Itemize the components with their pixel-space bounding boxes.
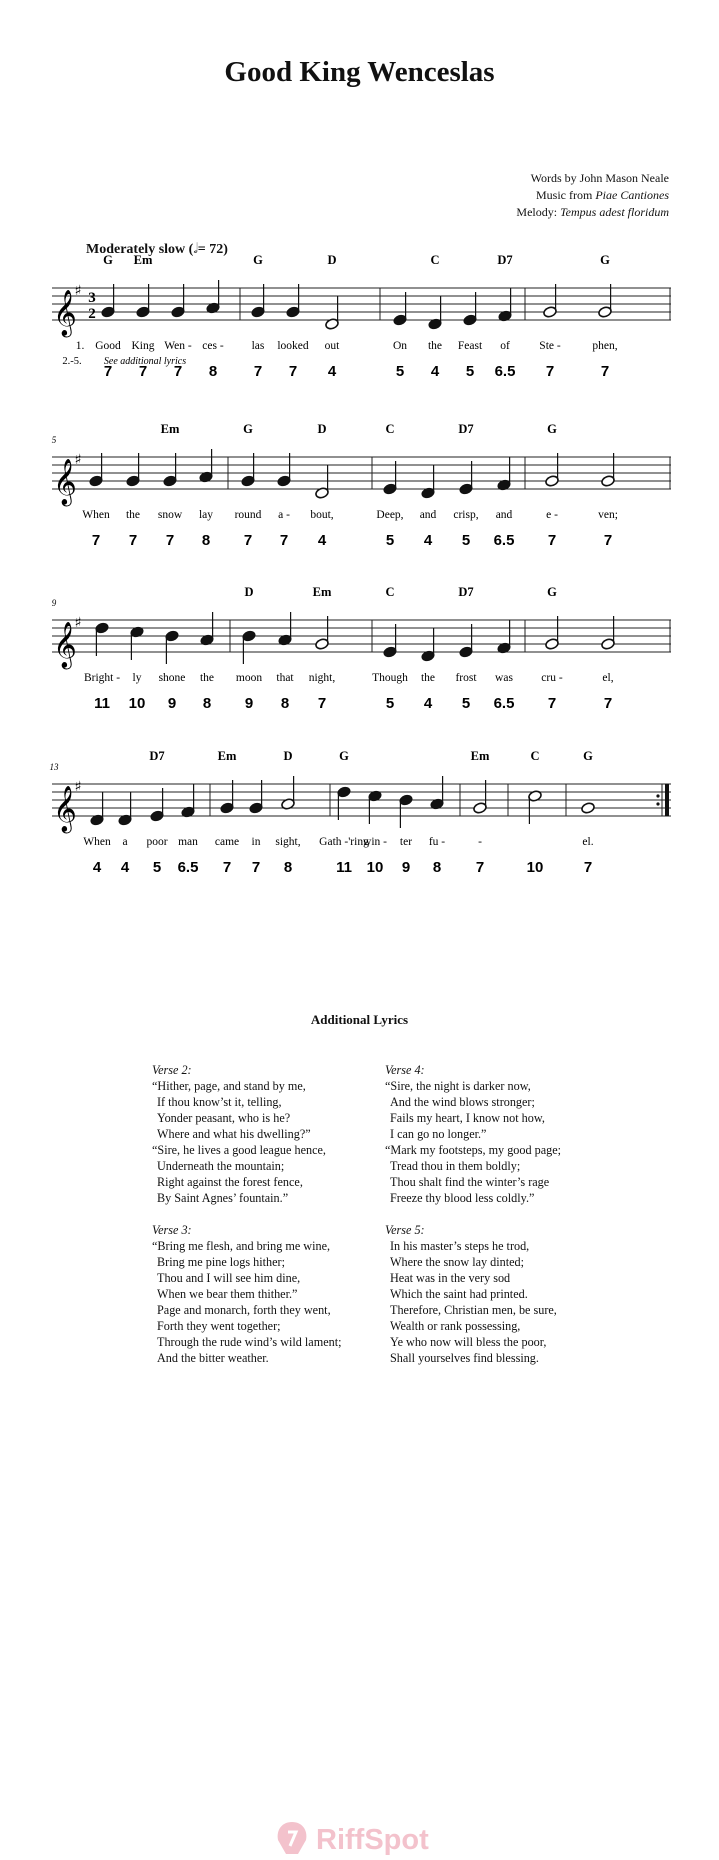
lyric-syllable: Good (95, 340, 121, 352)
tab-number: 6.5 (493, 695, 515, 712)
lyric-syllable: the (420, 672, 436, 684)
lyric-syllable: fu - (428, 836, 446, 848)
tab-number: 9 (167, 695, 177, 712)
lyric-syllable: lay (198, 509, 214, 521)
verse-line: “Mark my footsteps, my good page; (385, 1143, 562, 1157)
measure-number: 13 (49, 762, 59, 772)
verse-label-1: 1. (75, 340, 85, 352)
tab-number: 4 (430, 363, 440, 380)
lyric-syllable: night, (308, 672, 336, 684)
verse-line: And the wind blows stronger; (390, 1095, 535, 1109)
key-signature-sharp: ♯ (74, 615, 82, 631)
tab-number: 8 (432, 859, 442, 876)
chord-symbol: D (327, 253, 337, 267)
treble-clef-icon: 𝄞 (53, 622, 77, 668)
lyric-syllable: Deep, (376, 509, 404, 521)
tab-number: 7 (600, 363, 610, 380)
tab-number: 7 (173, 363, 183, 380)
verse-3 (152, 1222, 341, 1366)
chord-symbol: C (530, 749, 540, 763)
tab-number: 4 (423, 695, 433, 712)
verse-line: Thou and I will see him dine, (157, 1271, 301, 1285)
verse-line: “Hither, page, and stand by me, (152, 1079, 306, 1093)
tab-number: 7 (91, 532, 101, 549)
tab-number: 7 (317, 695, 327, 712)
sheet-music (0, 0, 719, 900)
tab-number: 7 (279, 532, 289, 549)
lyric-syllable: and (495, 509, 513, 521)
verse-heading: Verse 4: (385, 1063, 425, 1077)
tab-number: 11 (336, 859, 352, 876)
verse-line: Freeze thy blood less coldly.” (390, 1191, 535, 1205)
lyric-syllable: the (125, 509, 141, 521)
lyric-syllable: was (495, 672, 513, 684)
riffspot-logo: RiffSpot (316, 1824, 429, 1856)
lyric-syllable: e - (546, 509, 558, 521)
chord-symbol: Em (160, 422, 180, 436)
verse-line: I can go no longer.” (390, 1127, 487, 1141)
lyric-syllable: bout, (310, 509, 334, 521)
chord-symbol: Em (133, 253, 153, 267)
chord-symbol: C (385, 585, 395, 599)
words-credit: Words by John Mason Neale (530, 171, 669, 185)
lyric-syllable: Feast (457, 340, 483, 352)
measure-number: 9 (51, 598, 57, 608)
lyric-syllable: looked (277, 340, 309, 352)
tab-number: 7 (222, 859, 232, 876)
lyric-syllable: ven; (598, 509, 618, 521)
tab-number: 6.5 (493, 532, 515, 549)
tab-number: 7 (288, 363, 298, 380)
lyric-syllable: When (83, 836, 111, 848)
measure-number: 5 (51, 435, 57, 445)
final-barline-thick (665, 784, 669, 816)
tab-number: 7 (545, 363, 555, 380)
tab-number: 5 (152, 859, 162, 876)
tab-number: 5 (395, 363, 405, 380)
lyric-syllable: ter (399, 836, 413, 848)
verse-line: Right against the forest fence, (157, 1175, 303, 1189)
lyric-syllable: cru - (541, 672, 563, 684)
verse-line: And the bitter weather. (157, 1351, 269, 1365)
tab-number: 7 (583, 859, 593, 876)
chord-symbol: G (339, 749, 349, 763)
lyric-syllable: in (251, 836, 261, 848)
chord-symbol: G (103, 253, 113, 267)
chord-symbol: D7 (497, 253, 513, 267)
chord-symbol: D (244, 585, 254, 599)
verse-line: “Sire, the night is darker now, (385, 1079, 531, 1093)
lyric-syllable: out (324, 340, 340, 352)
verse-line: Shall yourselves find blessing. (390, 1351, 539, 1365)
lyric-syllable: frost (455, 672, 477, 684)
verse-line: Thou shalt find the winter’s rage (390, 1175, 550, 1189)
key-signature-sharp: ♯ (74, 779, 82, 795)
verse-line: Where the snow lay dinted; (390, 1255, 525, 1269)
repeat-dot (656, 794, 659, 797)
chord-symbol: D7 (149, 749, 165, 763)
tab-number: 5 (385, 532, 395, 549)
lyric-syllable: el, (602, 672, 614, 684)
chord-symbol: G (243, 422, 253, 436)
tab-number: 7 (475, 859, 485, 876)
lyric-syllable: - (478, 836, 482, 848)
time-signature-bottom: 2 (88, 306, 96, 322)
tab-number: 10 (366, 859, 384, 876)
tab-number: 7 (253, 363, 263, 380)
lyric-syllable: King (131, 340, 155, 352)
tab-number: 9 (401, 859, 411, 876)
verse-line: Where and what his dwelling?” (157, 1127, 311, 1141)
verse-line: Underneath the mountain; (157, 1159, 285, 1173)
chord-symbol: C (385, 422, 395, 436)
lyric-syllable: round (234, 509, 262, 521)
lyric-syllable: win - (363, 836, 387, 848)
verse-line: When we bear them thither.” (157, 1287, 298, 1301)
time-signature-top: 3 (88, 290, 96, 306)
tab-number: 4 (423, 532, 433, 549)
chord-symbol: G (583, 749, 593, 763)
lyric-syllable: las (251, 340, 265, 352)
tab-number: 11 (94, 695, 110, 712)
tab-number: 7 (103, 363, 113, 380)
verse-line: If thou know’st it, telling, (157, 1095, 282, 1109)
verse-line: Wealth or rank possessing, (390, 1319, 521, 1333)
lyric-syllable: moon (235, 672, 263, 684)
lyric-syllable: man (178, 836, 198, 848)
verse-line: In his master’s steps he trod, (390, 1239, 530, 1253)
tab-number: 8 (280, 695, 290, 712)
music-credit: Music from Piae Cantiones (536, 188, 669, 202)
treble-clef-icon: 𝄞 (53, 786, 77, 832)
verse-line: Forth they went together; (157, 1319, 281, 1333)
lyric-syllable: Bright - (83, 672, 121, 684)
verse-5 (385, 1222, 557, 1366)
verse-line: Tread thou in them boldly; (390, 1159, 521, 1173)
tab-number: 5 (461, 532, 471, 549)
chord-symbol: Em (217, 749, 237, 763)
verse-line: Bring me pine logs hither; (157, 1255, 285, 1269)
melody-credit: Melody: Tempus adest floridum (516, 205, 669, 219)
tab-number: 4 (317, 532, 327, 549)
verse-line: Which the saint had printed. (390, 1287, 528, 1301)
verse-heading: Verse 5: (385, 1223, 425, 1237)
tab-number: 7 (251, 859, 261, 876)
verse-heading: Verse 3: (152, 1223, 192, 1237)
verse-heading: Verse 2: (152, 1063, 192, 1077)
key-signature-sharp: ♯ (74, 283, 82, 299)
tab-number: 7 (138, 363, 148, 380)
chord-symbol: C (430, 253, 440, 267)
chord-symbol: D7 (458, 422, 474, 436)
tab-number: 8 (283, 859, 293, 876)
chord-symbol: G (600, 253, 610, 267)
verse-line: Yonder peasant, who is he? (157, 1111, 291, 1125)
tab-number: 4 (92, 859, 102, 876)
lyric-syllable: el. (582, 836, 594, 848)
lyric-syllable: Gath -'ring (319, 836, 369, 848)
tab-number: 7 (547, 532, 557, 549)
lyric-syllable: the (427, 340, 443, 352)
treble-clef-icon: 𝄞 (53, 459, 77, 505)
tab-number: 9 (244, 695, 254, 712)
verse-line: Through the rude wind’s wild lament; (157, 1335, 342, 1349)
tab-number: 5 (465, 363, 475, 380)
chord-symbol: G (547, 585, 557, 599)
lyric-syllable: phen, (592, 340, 618, 352)
tab-number: 7 (547, 695, 557, 712)
verse-label-note: See additional lyrics (103, 356, 187, 367)
verse-line: Page and monarch, forth they went, (157, 1303, 331, 1317)
riffspot-logo-icon (272, 1818, 312, 1858)
lyric-syllable: came (214, 836, 240, 848)
lyric-syllable: On (392, 340, 408, 352)
chord-symbol: D (283, 749, 293, 763)
lyric-syllable: snow (157, 509, 183, 521)
tab-number: 4 (120, 859, 130, 876)
tab-number: 4 (327, 363, 337, 380)
tab-number: 8 (208, 363, 218, 380)
tab-number: 7 (128, 532, 138, 549)
tab-number: 10 (128, 695, 146, 712)
tab-number: 7 (603, 695, 613, 712)
tab-number: 8 (201, 532, 211, 549)
lyric-syllable: When (82, 509, 110, 521)
lyric-syllable: and (419, 509, 437, 521)
lyric-syllable: shone (158, 672, 186, 684)
chord-symbol: D7 (458, 585, 474, 599)
tab-number: 6.5 (494, 363, 516, 380)
lyric-syllable: ly (132, 672, 142, 684)
lyric-syllable: Ste - (539, 340, 561, 352)
tab-number: 10 (526, 859, 544, 876)
additional-lyrics-title: Additional Lyrics (310, 1012, 409, 1027)
verse-line: Fails my heart, I know not how, (390, 1111, 545, 1125)
verse-line: “Sire, he lives a good league hence, (152, 1143, 326, 1157)
tab-number: 5 (461, 695, 471, 712)
verse-label-rest: 2.-5. (62, 356, 82, 367)
treble-clef-icon: 𝄞 (53, 290, 77, 336)
tab-number: 6.5 (177, 859, 199, 876)
lyric-syllable: that (276, 672, 294, 684)
tab-number: 8 (202, 695, 212, 712)
lyric-syllable: a (122, 836, 128, 848)
tab-number: 7 (243, 532, 253, 549)
lyric-syllable: Though (372, 672, 408, 684)
verse-line: Heat was in the very sod (390, 1271, 511, 1285)
verse-line: By Saint Agnes’ fountain.” (157, 1191, 289, 1205)
lyric-syllable: sight, (275, 836, 301, 848)
key-signature-sharp: ♯ (74, 452, 82, 468)
verse-line: Ye who now will bless the poor, (390, 1335, 547, 1349)
chord-symbol: D (317, 422, 327, 436)
verse-2 (152, 1062, 326, 1206)
tab-number: 7 (165, 532, 175, 549)
chord-symbol: Em (470, 749, 490, 763)
note-head (581, 802, 596, 815)
lyric-syllable: a - (278, 509, 290, 521)
lyric-syllable: of (500, 340, 510, 352)
lyric-syllable: crisp, (453, 509, 479, 521)
repeat-dot (656, 802, 659, 805)
chord-symbol: G (253, 253, 263, 267)
lyric-syllable: poor (146, 836, 168, 848)
verse-4 (385, 1062, 561, 1206)
lyric-syllable: the (199, 672, 215, 684)
tempo-bpm: (𝅗𝅥= 72) (188, 242, 228, 257)
song-title: Good King Wenceslas (224, 56, 495, 88)
tab-number: 5 (385, 695, 395, 712)
lyric-syllable: Wen - (164, 340, 192, 352)
chord-symbol: Em (312, 585, 332, 599)
lyric-syllable: ces - (202, 340, 224, 352)
chord-symbol: G (547, 422, 557, 436)
tab-number: 7 (603, 532, 613, 549)
verse-line: Therefore, Christian men, be sure, (390, 1303, 557, 1317)
verse-line: “Bring me flesh, and bring me wine, (152, 1239, 331, 1253)
tempo-text: Moderately slow (86, 242, 186, 257)
